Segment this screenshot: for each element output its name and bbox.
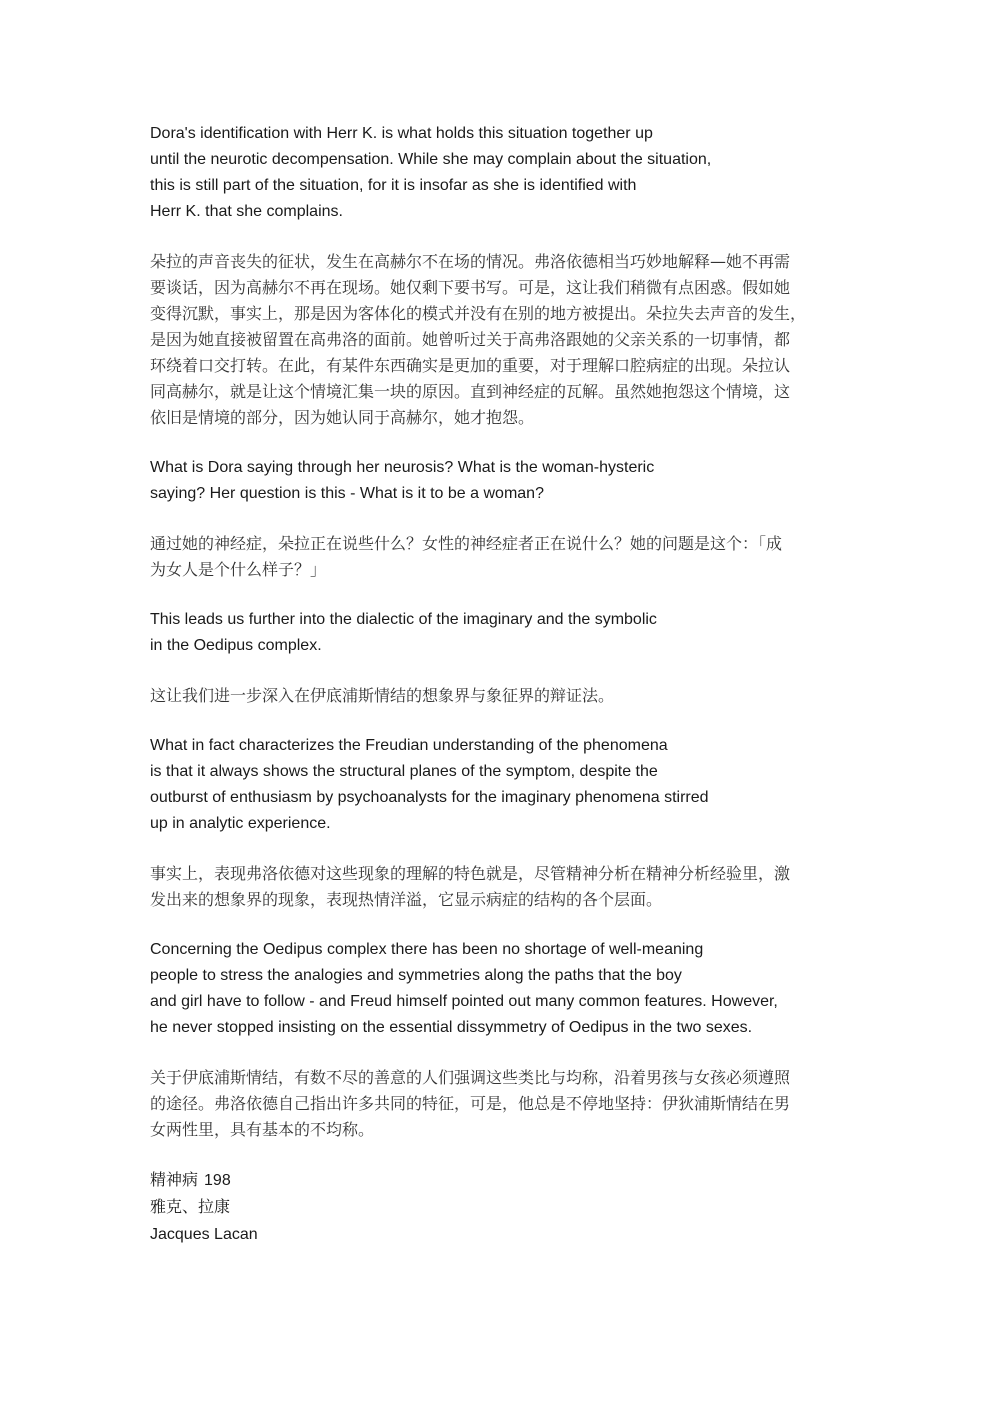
- author-chinese: 雅克、拉康: [150, 1197, 231, 1216]
- text-line: outburst of enthusiasm by psychoanalysts for the imaginary phenomena stirred: [150, 789, 709, 806]
- text-line: people to stress the analogies and symmetries along the paths that the boy: [150, 967, 682, 984]
- english-paragraph: [150, 607, 850, 659]
- chinese-paragraph: [150, 1065, 844, 1143]
- book-title: 精神病: [150, 1170, 199, 1189]
- text-line: What is Dora saying through her neurosis? What is the woman-hysteric: [150, 459, 655, 476]
- text-line: 同高赫尔，就是让这个情境汇集一块的原因。直到神经症的瓦解。虽然她抱怨这个情境，这: [150, 382, 791, 401]
- text-line: Dora's identification with Herr K. is what holds this situation together up: [150, 125, 653, 142]
- text-line: 这让我们进一步深入在伊底浦斯情结的想象界与象征界的辩证法。: [150, 686, 615, 705]
- english-paragraph: [150, 121, 850, 225]
- text-line: saying? Her question is this - What is it to be a woman?: [150, 485, 544, 502]
- text-line: Herr K. that she complains.: [150, 203, 343, 220]
- text-line: until the neurotic decompensation. While she may complain about the situation,: [150, 151, 712, 168]
- text-line: 为女人是个什么样子？」: [150, 560, 327, 579]
- english-paragraph: [150, 733, 850, 837]
- text-line: 通过她的神经症，朵拉正在说些什么？女性的神经症者正在说什么？她的问题是这个：「成: [150, 534, 783, 553]
- text-line: 关于伊底浦斯情结，有数不尽的善意的人们强调这些类比与均称，沿着男孩与女孩必须遵照: [150, 1068, 791, 1087]
- chinese-paragraph: [150, 861, 844, 913]
- text-line: This leads us further into the dialectic of the imaginary and the symbolic: [150, 611, 657, 628]
- text-line: 事实上，表现弗洛依德对这些现象的理解的特色就是，尽管精神分析在精神分析经验里，激: [150, 864, 791, 883]
- text-line: 环绕着口交打转。在此，有某件东西确实是更加的重要，对于理解口腔病症的出现。朵拉认: [150, 356, 791, 375]
- english-paragraph: [150, 937, 850, 1041]
- text-line: 朵拉的声音丧失的征状，发生在高赫尔不在场的情况。弗洛依德相当巧妙地解释—她不再需: [150, 252, 791, 271]
- text-line: 的途径。弗洛依德自己指出许多共同的特征，可是，他总是不停地坚持：伊狄浦斯情结在男: [150, 1094, 791, 1113]
- text-line: in the Oedipus complex.: [150, 637, 322, 654]
- text-line: and girl have to follow - and Freud himself pointed out many common features. However,: [150, 993, 778, 1010]
- text-line: 要谈话，因为高赫尔不再在现场。她仅剩下要书写。可是，这让我们稍微有点困惑。假如她: [150, 278, 791, 297]
- page-footer: [150, 1167, 850, 1250]
- book-info-line: [150, 1167, 850, 1194]
- text-line: 女两性里，具有基本的不均称。: [150, 1120, 375, 1139]
- text-line: 是因为她直接被留置在高弗洛的面前。她曾听过关于高弗洛跟她的父亲关系的一切事情，都: [150, 330, 791, 349]
- page-content: [150, 121, 850, 1250]
- page-number: 198: [204, 1172, 231, 1189]
- author-english: Jacques Lacan: [150, 1226, 258, 1243]
- text-line: up in analytic experience.: [150, 815, 331, 832]
- text-line: 发出来的想象界的现象，表现热情洋溢，它显示病症的结构的各个层面。: [150, 890, 663, 909]
- text-line: he never stopped insisting on the essential dissymmetry of Oedipus in the two sexes.: [150, 1019, 753, 1036]
- english-paragraph: [150, 455, 850, 507]
- text-line: 依旧是情境的部分，因为她认同于高赫尔，她才抱怨。: [150, 408, 535, 427]
- text-line: Concerning the Oedipus complex there has been no shortage of well-meaning: [150, 941, 704, 958]
- chinese-paragraph: [150, 683, 844, 709]
- chinese-paragraph: [150, 249, 844, 431]
- text-line: What in fact characterizes the Freudian understanding of the phenomena: [150, 737, 668, 754]
- text-line: is that it always shows the structural planes of the symptom, despite the: [150, 763, 658, 780]
- text-line: 变得沉默，事实上，那是因为客体化的模式并没有在别的地方被提出。朵拉失去声音的发生，: [150, 304, 807, 323]
- chinese-paragraph: [150, 531, 844, 583]
- text-line: this is still part of the situation, for it is insofar as she is identified with: [150, 177, 637, 194]
